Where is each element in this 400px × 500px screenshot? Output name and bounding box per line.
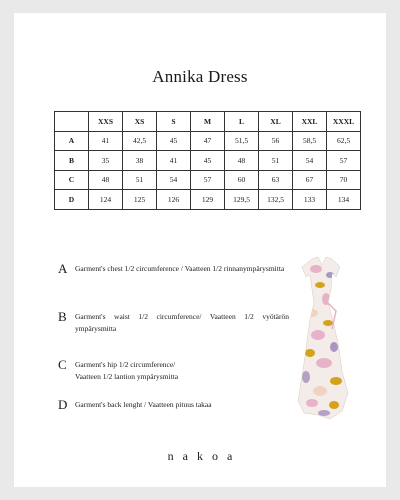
table-cell: 57 — [327, 151, 361, 171]
size-header: XXS — [89, 112, 123, 132]
legend-text: Garment's hip 1/2 circumference/ Vaatteen 1/2 lantion ympärysmitta — [75, 360, 179, 381]
table-row — [55, 151, 361, 171]
legend-letter: C — [58, 357, 67, 372]
table-cell: 48 — [225, 151, 259, 171]
table-cell: 134 — [327, 190, 361, 210]
table-cell: 51,5 — [225, 131, 259, 151]
table-row — [55, 190, 361, 210]
table-cell: 47 — [191, 131, 225, 151]
table-cell: 35 — [89, 151, 123, 171]
brand-logo: nakoa — [167, 449, 242, 463]
table-cell: 125 — [123, 190, 157, 210]
table-cell: 57 — [191, 170, 225, 190]
table-cell: 60 — [225, 170, 259, 190]
table-cell: 132,5 — [259, 190, 293, 210]
table-cell: 63 — [259, 170, 293, 190]
size-guide-sheet — [14, 13, 386, 487]
size-header: XL — [259, 112, 293, 132]
size-header: XXXL — [327, 112, 361, 132]
size-header: L — [225, 112, 259, 132]
table-cell: 45 — [157, 131, 191, 151]
row-label: C — [55, 170, 89, 190]
table-cell: 129,5 — [225, 190, 259, 210]
table-cell: 51 — [259, 151, 293, 171]
size-table — [54, 111, 361, 210]
table-cell: 42,5 — [123, 131, 157, 151]
legend-text: Garment's chest 1/2 circumference / Vaatteen 1/2 rinnanympärysmitta — [75, 264, 285, 273]
dress-illustration — [282, 253, 362, 423]
legend-text: Garment's back lenght / Vaatteen pituus takaa — [75, 400, 212, 409]
size-header: XXL — [293, 112, 327, 132]
table-cell: 54 — [293, 151, 327, 171]
legend-letter: B — [58, 309, 67, 324]
row-label: B — [55, 151, 89, 171]
page-title: Annika Dress — [152, 67, 248, 86]
table-cell: 41 — [157, 151, 191, 171]
table-cell: 129 — [191, 190, 225, 210]
table-cell: 70 — [327, 170, 361, 190]
table-cell: 51 — [123, 170, 157, 190]
table-cell: 54 — [157, 170, 191, 190]
table-cell: 67 — [293, 170, 327, 190]
legend-text: Garment's waist 1/2 circumference/ Vaatteen 1/2 vyötärön ympärysmitta — [75, 312, 289, 333]
legend-letter: D — [58, 397, 68, 412]
row-label: A — [55, 131, 89, 151]
table-cell: 41 — [89, 131, 123, 151]
row-label: D — [55, 190, 89, 210]
table-cell: 58,5 — [293, 131, 327, 151]
size-header: XS — [123, 112, 157, 132]
table-cell: 48 — [89, 170, 123, 190]
table-row — [55, 170, 361, 190]
table-header-row — [55, 112, 361, 132]
table-cell: 133 — [293, 190, 327, 210]
table-cell: 126 — [157, 190, 191, 210]
table-cell: 124 — [89, 190, 123, 210]
table-cell: 45 — [191, 151, 225, 171]
size-header: M — [191, 112, 225, 132]
table-row — [55, 131, 361, 151]
table-corner-cell — [55, 112, 89, 132]
table-cell: 62,5 — [327, 131, 361, 151]
table-cell: 38 — [123, 151, 157, 171]
table-cell: 56 — [259, 131, 293, 151]
size-header: S — [157, 112, 191, 132]
legend-letter: A — [58, 261, 68, 276]
